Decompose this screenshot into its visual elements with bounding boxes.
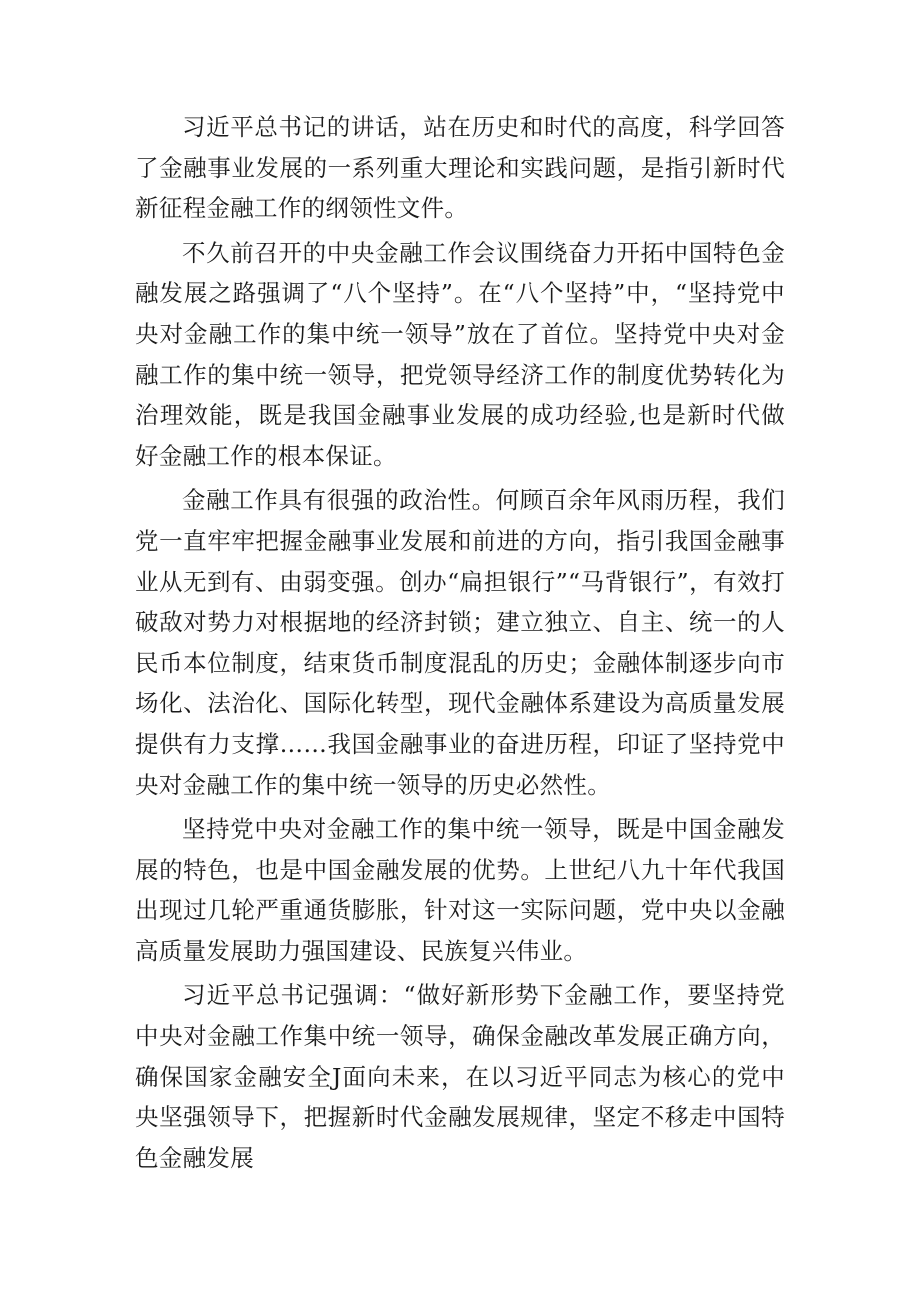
paragraph-1: 习近平总书记的讲话，站在历史和时代的高度，科学回答了金融事业发展的一系列重大理论和实践问题，是指引新时代新征程金融工作的纲领性文件。 — [135, 113, 785, 223]
paragraph-3: 金融工作具有很强的政治性。何顾百余年风雨历程，我们党一直牢牢把握金融事业发展和前进的方向，指引我国金融事业从无到有、由弱变强。创办“扁担银行”“马背银行”，有效打破敌对势力对根据地的经济封锁；建立独立、自主、统一的人民币本位制度，结束货币制度混乱的历史；金融体制逐步向市场化、法治化、国际化转型，现代金融体系建设为高质量发展提供有力支撑……我国金融事业的奋进历程，印证了坚持党中央对金融工作的集中统一领导的历史必然性。 — [135, 486, 785, 799]
paragraph-5: 习近平总书记强调：“做好新形势下金融工作，要坚持党中央对金融工作集中统一领导，确保金融改革发展正确方向，确保国家金融安全J面向未来，在以习近平同志为核心的党中央坚强领导下，把握新时代金融发展规律，坚定不移走中国特色金融发展 — [135, 981, 785, 1172]
paragraph-4: 坚持党中央对金融工作的集中统一领导，既是中国金融发展的特色，也是中国金融发展的优势。上世纪八九十年代我国出现过几轮严重通货膨胀，针对这一实际问题，党中央以金融高质量发展助力强国建设、民族复兴伟业。 — [135, 815, 785, 965]
paragraph-2: 不久前召开的中央金融工作会议围绕奋力开拓中国特色金融发展之路强调了“八个坚持”。在“八个坚持”中，“坚持党中央对金融工作的集中统一领导”放在了首位。坚持党中央对金融工作的集中统一领导，把党领导经济工作的制度优势转化为治理效能，既是我国金融事业发展的成功经验,也是新时代做好金融工作的根本保证。 — [135, 238, 785, 470]
document-body — [135, 107, 785, 1182]
